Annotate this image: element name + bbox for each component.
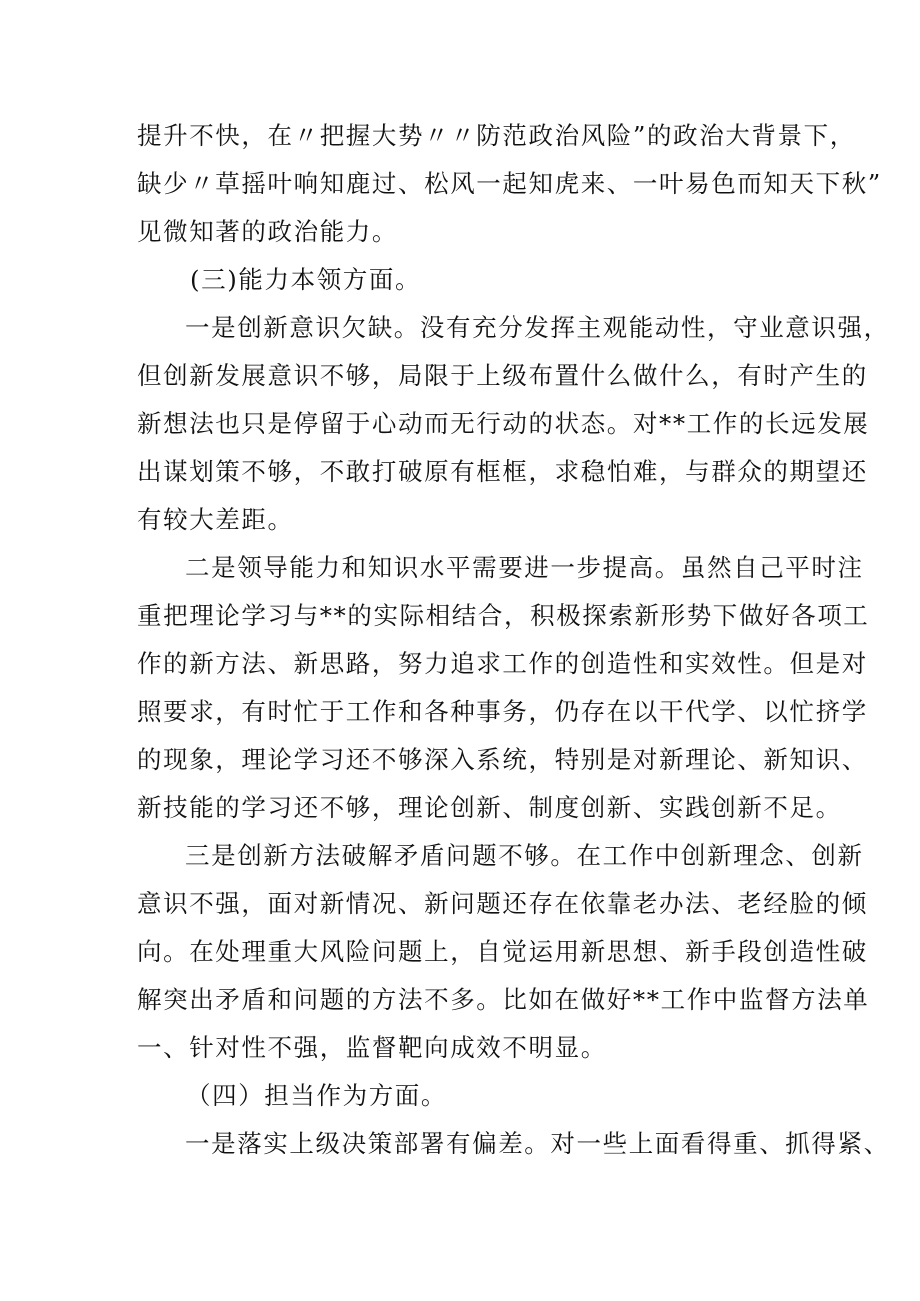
text-line: 解突出矛盾和问题的方法不多。比如在做好**工作中监督方法单 xyxy=(137,985,870,1014)
section-heading: (三)能力本领方面。 xyxy=(190,265,422,294)
text-line: 缺少〃草摇叶响知鹿过、松风一起知虎来、一叶易色而知天下秋” xyxy=(137,169,882,198)
text-line: 重把理论学习与**的实际相结合，积极探索新形势下做好各项工 xyxy=(137,601,870,630)
text-line: 有较大差距。 xyxy=(137,505,294,534)
text-line: 提升不快，在〃把握大势〃〃防范政治风险”的政治大背景下， xyxy=(137,121,856,150)
text-line: 向。在处理重大风险问题上，自觉运用新思想、新手段创造性破 xyxy=(137,937,868,966)
paragraph-first-line: 一是创新意识欠缺。没有充分发挥主观能动性，守业意识强， xyxy=(185,313,890,342)
paragraph-first-line: 三是创新方法破解矛盾问题不够。在工作中创新理念、创新 xyxy=(185,841,864,870)
text-line: 的现象，理论学习还不够深入系统，特别是对新理论、新知识、 xyxy=(137,745,868,774)
paragraph-first-line: 一是落实上级决策部署有偏差。对一些上面看得重、抓得紧、 xyxy=(185,1129,890,1158)
text-line: 出谋划策不够，不敢打破原有框框，求稳怕难，与群众的期望还 xyxy=(137,457,868,486)
text-line: 意识不强，面对新情况、新问题还存在依靠老办法、老经脸的倾 xyxy=(137,889,868,918)
text-line: 见微知著的政治能力。 xyxy=(137,217,398,246)
text-line: 新技能的学习还不够，理论创新、制度创新、实践创新不足。 xyxy=(137,793,842,822)
text-line: 一、针对性不强，监督靶向成效不明显。 xyxy=(137,1033,607,1062)
paragraph-first-line: 二是领导能力和知识水平需要进一步提高。虽然自己平时注 xyxy=(185,553,864,582)
text-line: 照要求，有时忙于工作和各种事务，仍存在以干代学、以忙挤学 xyxy=(137,697,868,726)
text-line: 但创新发展意识不够，局限于上级布置什么做什么，有时产生的 xyxy=(137,361,868,390)
section-heading: （四）担当作为方面。 xyxy=(186,1081,447,1110)
text-line: 新想法也只是停留于心动而无行动的状态。对**工作的长远发展 xyxy=(137,409,870,438)
text-line: 作的新方法、新思路，努力追求工作的创造性和实效性。但是对 xyxy=(137,649,868,678)
